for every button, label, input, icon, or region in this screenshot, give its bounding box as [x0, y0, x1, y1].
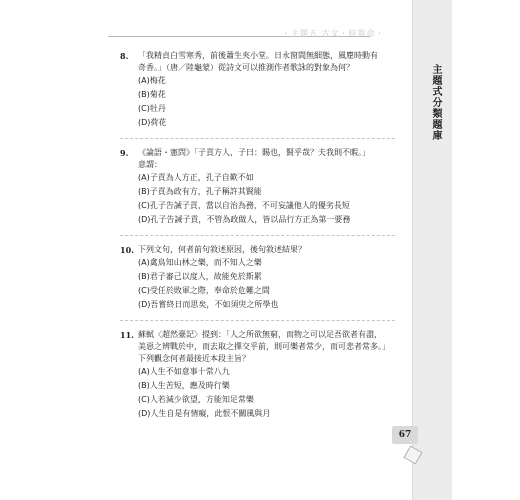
option-d: (D)人生自是有情癡，此恨不關風與月 — [138, 409, 271, 418]
question-stem: 「我精貞白雪寒秀，前後蕭生夾小堂。日永窗間無細態，風塵時動有 — [138, 51, 378, 60]
option-c: (C)受任於敗軍之際，奉命於危難之間 — [138, 286, 270, 295]
question-divider — [120, 138, 395, 139]
question-divider — [120, 320, 395, 321]
question-list — [120, 50, 400, 429]
question-number: 9. — [120, 148, 129, 158]
option-b: (B)菊花 — [138, 90, 166, 99]
option-b: (B)君子審己以度人，故能免於斯累 — [138, 272, 262, 281]
option-b: (B)子貢為政有方，孔子稱許其賢能 — [138, 187, 262, 196]
option-a: (A)梅花 — [138, 76, 166, 85]
question-number: 11. — [120, 330, 134, 340]
question-10 — [120, 244, 400, 312]
question-stem: 下列文句，何者前句敘述原因，後句敘述結果？ — [138, 245, 306, 254]
question-stem: 蘇軾〈超然臺記〉提到：「人之所欲無窮，而物之可以足吾欲者有盡， — [138, 330, 382, 339]
option-d: (D)吾嘗終日而思矣，不如須臾之所學也 — [138, 300, 279, 309]
option-b: (B)人生苦短，應及時行樂 — [138, 381, 230, 390]
option-a: (A)禽鳥知山林之樂，而不知人之樂 — [138, 258, 262, 267]
side-tab — [412, 0, 452, 500]
question-8 — [120, 50, 400, 130]
option-d: (D)荷花 — [138, 118, 167, 127]
question-stem: 奇香。」（唐／陸龜蒙）從詩文可以推測作者歌詠的對象為何？ — [138, 63, 354, 72]
option-c: (C)牡丹 — [138, 104, 166, 113]
question-stem: 《論語・憲問》「子貢方人，子曰：賜也，賢乎哉？夫我則不暇。」 — [138, 148, 370, 157]
question-11 — [120, 329, 400, 421]
question-number: 8. — [120, 51, 129, 61]
question-stem: 美惡之辨戰於中，而去取之擇交乎前，則可樂者常少，而可悲者常多。」 — [138, 342, 390, 351]
question-stem: 意謂： — [138, 160, 162, 169]
page-number: 67 — [392, 426, 418, 444]
option-a: (A)子貢為人方正，孔子自歎不如 — [138, 173, 254, 182]
side-tab-title: 主題式分類題庫 — [430, 64, 441, 141]
question-divider — [120, 235, 395, 236]
option-c: (C)人若減少欲望，方能知足常樂 — [138, 395, 254, 404]
question-number: 10. — [120, 245, 134, 255]
running-header: ・主題五 古文・時與命・ — [282, 29, 385, 38]
option-d: (D)孔子告誡子貢，不管為政做人，皆以品行方正為第一要務 — [138, 215, 351, 224]
option-c: (C)孔子告誡子貢，當以自治為務，不可妄議他人的優劣長短 — [138, 201, 350, 210]
question-9 — [120, 147, 400, 227]
option-a: (A)人生不如意事十常八九 — [138, 367, 230, 376]
question-stem: 下列觀念何者最接近本段主旨？ — [138, 354, 250, 363]
